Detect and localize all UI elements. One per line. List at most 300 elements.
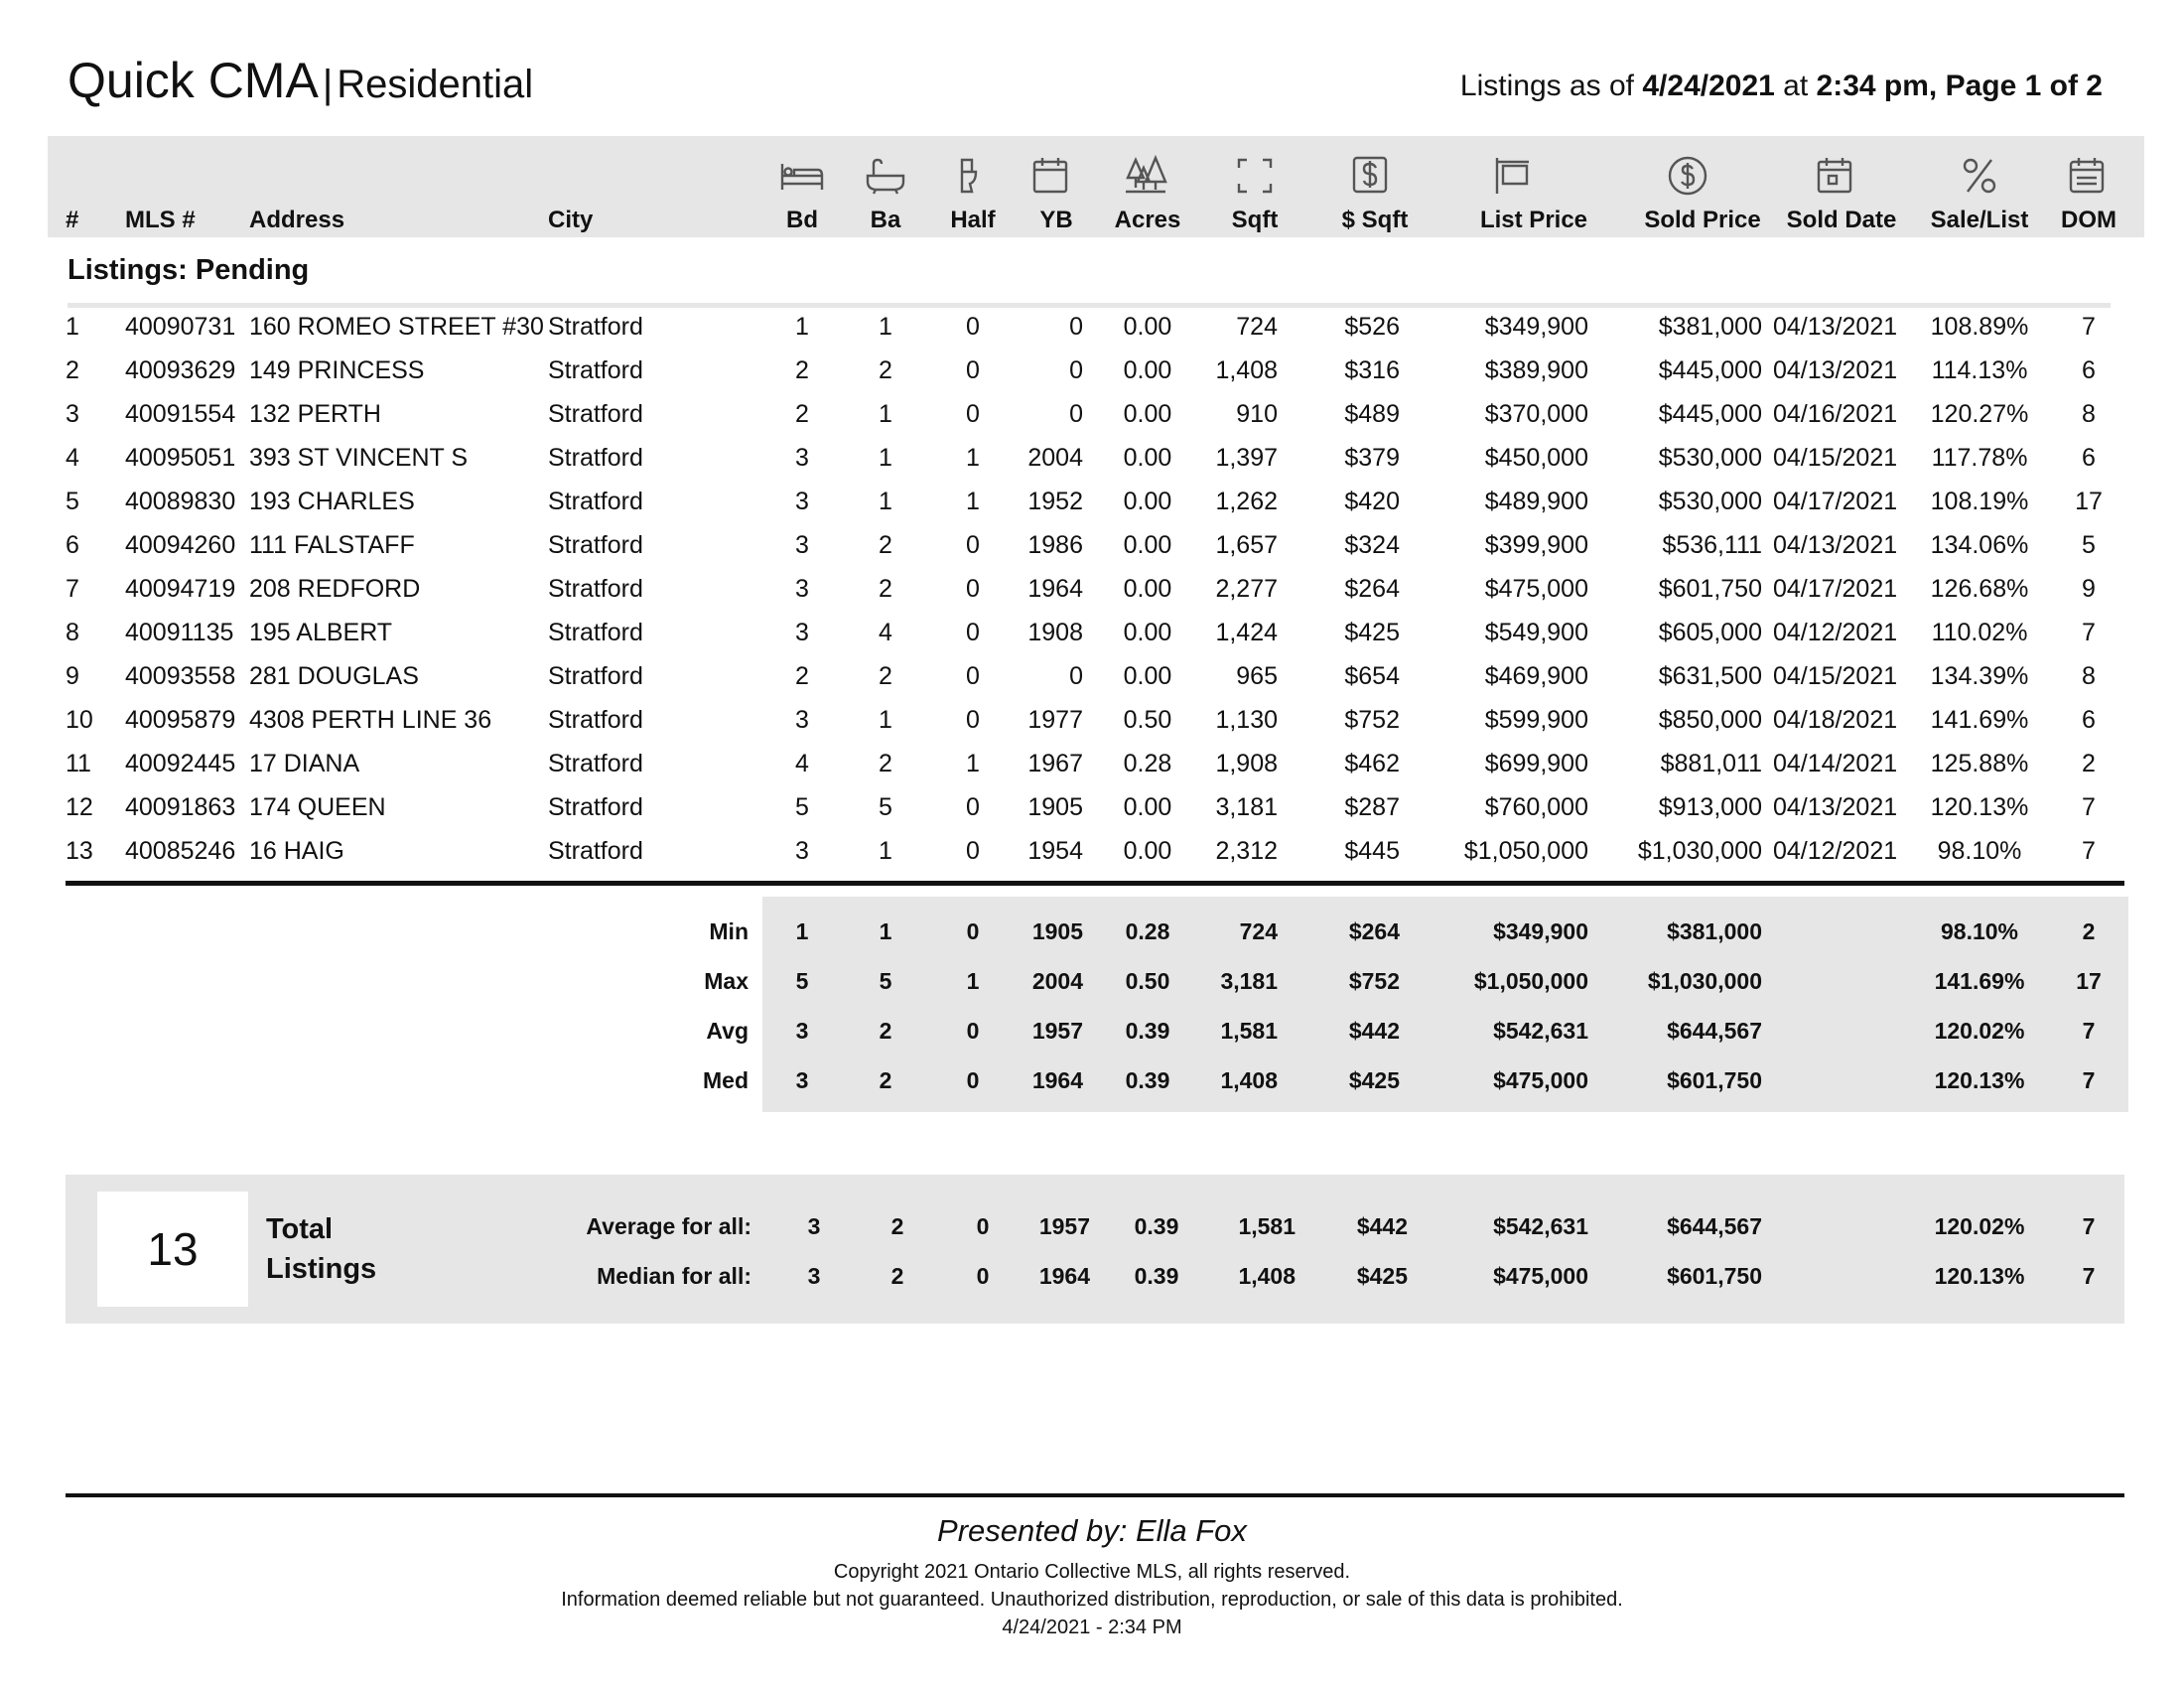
title-separator: | [322,63,334,106]
disclaimer: Information deemed reliable but not guaranteed. Unauthorized distribution, reproduction, or sale of this data is prohibited. [561,1589,1623,1611]
cell-sqft: 1,408 [1220,1067,1278,1093]
total-label-line2: Listings [266,1253,377,1285]
cell-bd: 4 [795,750,809,777]
cell-yb: 0 [1069,400,1083,428]
cell-yb: 1905 [1027,793,1083,821]
cell-half: 0 [966,531,980,559]
bathtub-icon [862,154,909,198]
cell-dom: 17 [2075,488,2103,515]
cell-city: Stratford [548,837,643,865]
cell-ba: 2 [879,531,892,559]
cell-psqft: $379 [1344,444,1400,472]
cell-address: 195 ALBERT [249,619,393,646]
cell-ba: 2 [879,575,892,603]
cell-yb: 1952 [1027,488,1083,515]
cell-mls: 40094260 [125,531,236,559]
cell-mls: 40095879 [125,706,236,734]
cell-half: 1 [966,488,980,515]
cell-acres: 0.50 [1125,968,1170,994]
cell-ratio: 126.68% [1930,575,2029,603]
cell-sqft: 2,277 [1215,575,1278,603]
cell-num: 4 [66,444,79,472]
cell-sold: $1,030,000 [1637,837,1762,865]
cell-city: Stratford [548,356,643,384]
cell-sold: $445,000 [1658,400,1762,428]
cell-acres: 0.39 [1125,1067,1170,1093]
cell-bd: 3 [795,706,809,734]
presented-by: Presented by: Ella Fox [937,1513,1247,1548]
cell-ba: 4 [879,619,892,646]
cell-bd: 3 [795,444,809,472]
cell-address: 160 ROMEO STREET #30 [249,313,544,341]
asof-time-page: 2:34 pm, Page 1 of 2 [1816,70,2103,102]
cell-half: 0 [966,1018,980,1044]
cell-ba: 1 [879,313,892,341]
cell-list: $760,000 [1484,793,1588,821]
cell-dom: 5 [2082,531,2096,559]
dollar-circle-icon [1664,154,1711,198]
cell-bd: 3 [795,619,809,646]
cell-psqft: $462 [1344,750,1400,777]
cell-psqft: $526 [1344,313,1400,341]
cell-num: 8 [66,619,79,646]
cell-psqft: $264 [1344,575,1400,603]
cell-half: 1 [966,968,980,994]
sign-icon [1489,154,1537,198]
cell-ratio: 108.19% [1930,488,2029,515]
cell-ba: 5 [879,968,892,994]
cell-bd: 3 [795,531,809,559]
cell-sold: $381,000 [1667,918,1762,944]
cell-sqft: 724 [1236,313,1278,341]
col-header-bd: Bd [786,207,818,233]
table-row [0,313,2184,356]
cell-half: 0 [966,706,980,734]
cell-half: 1 [966,750,980,777]
cell-ba: 1 [879,400,892,428]
cell-sold: $381,000 [1658,313,1762,341]
cell-ratio: 134.39% [1930,662,2029,690]
cell-sold: $530,000 [1658,488,1762,515]
cell-city: Stratford [548,750,643,777]
cell-yb: 0 [1069,662,1083,690]
cell-address: 393 ST VINCENT S [249,444,468,472]
cell-label: Med [703,1067,749,1093]
cell-yb: 1964 [1031,1067,1083,1093]
table-row [0,619,2184,662]
cell-list: $349,900 [1484,313,1588,341]
cell-sqft: 2,312 [1215,837,1278,865]
copyright: Copyright 2021 Ontario Collective MLS, all rights reserved. [833,1561,1351,1583]
cell-address: 4308 PERTH LINE 36 [249,706,492,734]
cell-psqft: $425 [1348,1067,1400,1093]
cell-bd: 5 [795,793,809,821]
cell-list: $1,050,000 [1463,837,1588,865]
cell-psqft: $324 [1344,531,1400,559]
percent-icon [1956,154,2003,198]
cell-ratio: 117.78% [1931,444,2028,472]
cell-half: 0 [966,356,980,384]
cell-address: 208 REDFORD [249,575,421,603]
cell-yb: 1977 [1027,706,1083,734]
cell-date: 04/15/2021 [1773,444,1898,472]
cell-sold: $601,750 [1667,1067,1762,1093]
cell-date: 04/15/2021 [1773,662,1898,690]
cell-half: 0 [966,1067,980,1093]
cell-sqft: 910 [1236,400,1278,428]
cell-acres: 0.00 [1123,793,1172,821]
cell-bd: 2 [795,662,809,690]
cell-ba: 5 [879,793,892,821]
cell-sold: $445,000 [1658,356,1762,384]
cell-date: 04/13/2021 [1773,313,1898,341]
cell-ba: 2 [890,1263,904,1289]
cell-dom: 7 [2082,1213,2096,1239]
footer-rule [66,1493,2124,1497]
stats-row-max [0,968,2184,1012]
total-listings-label [266,1209,376,1289]
cell-half: 0 [966,575,980,603]
cell-sold: $913,000 [1658,793,1762,821]
table-row [0,400,2184,444]
report-timestamp: 4/24/2021 - 2:34 PM [1002,1617,1182,1638]
asof-prefix: Listings as of [1459,70,1635,102]
cell-ba: 2 [879,356,892,384]
report-title [68,52,533,109]
cell-ratio: 125.88% [1930,750,2029,777]
cell-date: 04/17/2021 [1773,488,1898,515]
cell-yb: 1957 [1031,1018,1083,1044]
cell-half: 0 [976,1263,990,1289]
cell-acres: 0.00 [1123,313,1172,341]
cell-dom: 17 [2076,968,2102,994]
cell-dom: 2 [2082,750,2096,777]
cell-bd: 1 [795,918,809,944]
cell-dom: 6 [2082,356,2096,384]
col-header-yb: YB [1039,207,1073,233]
cell-half: 0 [966,400,980,428]
cell-num: 7 [66,575,79,603]
cell-ba: 1 [879,444,892,472]
cell-date: 04/13/2021 [1773,793,1898,821]
cell-yb: 2004 [1027,444,1083,472]
cell-dom: 7 [2082,619,2096,646]
cell-psqft: $489 [1344,400,1400,428]
col-header-price-per-sqft: $ Sqft [1341,207,1409,233]
cell-bd: 3 [795,488,809,515]
cell-yb: 1957 [1038,1213,1090,1239]
cell-sold: $1,030,000 [1647,968,1762,994]
cell-ratio: 141.69% [1930,706,2029,734]
cell-half: 0 [966,662,980,690]
cell-num: 10 [66,706,93,734]
cell-yb: 1967 [1027,750,1083,777]
cell-acres: 0.00 [1123,356,1172,384]
cell-list: $542,631 [1493,1213,1588,1239]
cell-ratio: 141.69% [1934,968,2025,994]
cell-date: 04/16/2021 [1773,400,1898,428]
cell-num: 11 [66,750,91,777]
table-row [0,488,2184,531]
cell-yb: 1964 [1038,1263,1090,1289]
table-row [0,356,2184,400]
cell-ba: 1 [879,837,892,865]
cell-list: $1,050,000 [1473,968,1588,994]
table-row [0,706,2184,750]
cell-ratio: 120.13% [1930,793,2029,821]
cell-address: 149 PRINCESS [249,356,425,384]
cell-acres: 0.50 [1123,706,1172,734]
col-header-number: # [66,207,79,233]
cell-list: $475,000 [1484,575,1588,603]
report-title-main: Quick CMA [68,53,319,108]
cell-yb: 1986 [1027,531,1083,559]
cell-sqft: 1,657 [1215,531,1278,559]
cell-date: 04/13/2021 [1773,356,1898,384]
cell-address: 111 FALSTAFF [249,531,415,559]
cell-sold: $644,567 [1667,1018,1762,1044]
table-row [0,750,2184,793]
cell-num: 5 [66,488,79,515]
cell-city: Stratford [548,313,643,341]
cell-psqft: $445 [1344,837,1400,865]
col-header-list-price: List Price [1479,207,1588,233]
cell-num: 6 [66,531,79,559]
cell-mls: 40095051 [125,444,236,472]
cell-mls: 40091554 [125,400,236,428]
cell-sqft: 1,408 [1238,1263,1296,1289]
cell-sqft: 1,581 [1220,1018,1278,1044]
cell-bd: 3 [807,1213,821,1239]
cell-dom: 6 [2082,706,2096,734]
cell-psqft: $442 [1348,1018,1400,1044]
cell-address: 193 CHARLES [249,488,415,515]
cell-acres: 0.00 [1123,444,1172,472]
cell-half: 0 [966,793,980,821]
cell-ba: 2 [879,750,892,777]
cell-ba: 1 [879,488,892,515]
cell-num: 2 [66,356,79,384]
cell-ratio: 120.13% [1934,1067,2025,1093]
cell-psqft: $316 [1344,356,1400,384]
cell-yb: 2004 [1031,968,1083,994]
cell-sqft: 1,908 [1215,750,1278,777]
stats-row-avg [0,1018,2184,1061]
cell-date: 04/12/2021 [1773,837,1898,865]
cell-dom: 8 [2082,400,2096,428]
section-divider [68,303,2111,308]
cell-ratio: 120.27% [1930,400,2029,428]
section-title: Listings: Pending [68,254,310,286]
cell-dom: 7 [2082,1018,2096,1044]
cell-list: $542,631 [1493,1018,1588,1044]
cell-ba: 2 [879,662,892,690]
cell-num: 3 [66,400,79,428]
cell-bd: 2 [795,400,809,428]
bed-icon [778,154,826,198]
cell-ba: 2 [879,1018,892,1044]
cell-num: 12 [66,793,93,821]
cell-bd: 3 [795,1067,809,1093]
cell-dom: 7 [2082,793,2096,821]
cell-list: $399,900 [1484,531,1588,559]
cell-sqft: 1,397 [1215,444,1278,472]
trees-icon [1122,154,1169,198]
cell-dom: 2 [2082,918,2096,944]
cell-list: $469,900 [1484,662,1588,690]
cell-psqft: $654 [1344,662,1400,690]
cell-sqft: 3,181 [1215,793,1278,821]
cell-acres: 0.28 [1125,918,1170,944]
cell-ba: 2 [879,1067,892,1093]
total-label-line1: Total [266,1213,334,1245]
cell-sqft: 1,408 [1215,356,1278,384]
cell-list: $475,000 [1493,1263,1588,1289]
cell-list: $389,900 [1484,356,1588,384]
cell-list: $489,900 [1484,488,1588,515]
cell-sqft: 3,181 [1220,968,1278,994]
cell-list: $370,000 [1484,400,1588,428]
cell-psqft: $264 [1348,918,1400,944]
col-header-half: Half [950,207,996,233]
cell-psqft: $287 [1344,793,1400,821]
cell-psqft: $752 [1348,968,1400,994]
cell-address: 17 DIANA [249,750,360,777]
cell-list: $475,000 [1493,1067,1588,1093]
cell-label: Average for all: [586,1213,751,1239]
calendar-icon [1026,154,1074,198]
cell-half: 0 [966,619,980,646]
cell-sqft: 1,130 [1215,706,1278,734]
cell-dom: 7 [2082,837,2096,865]
cell-sqft: 724 [1239,918,1278,944]
cell-date: 04/18/2021 [1773,706,1898,734]
col-header-mls: MLS # [125,207,196,233]
report-subtitle: Residential [337,63,534,106]
cell-ratio: 120.02% [1934,1018,2025,1044]
cell-bd: 1 [795,313,809,341]
cell-list: $599,900 [1484,706,1588,734]
cell-acres: 0.00 [1123,575,1172,603]
cell-ratio: 110.02% [1931,619,2028,646]
cell-mls: 40094719 [125,575,236,603]
cell-psqft: $425 [1356,1263,1408,1289]
cell-acres: 0.00 [1123,488,1172,515]
cell-sold: $605,000 [1658,619,1762,646]
cell-sold: $644,567 [1667,1213,1762,1239]
table-row [0,837,2184,881]
cell-sqft: 1,581 [1238,1213,1296,1239]
cell-dom: 6 [2082,444,2096,472]
cell-mls: 40091863 [125,793,236,821]
cell-city: Stratford [548,488,643,515]
toilet-icon [944,154,992,198]
total-count: 13 [97,1192,248,1307]
cell-psqft: $752 [1344,706,1400,734]
cell-address: 132 PERTH [249,400,381,428]
cell-half: 0 [966,918,980,944]
cell-acres: 0.00 [1123,662,1172,690]
table-row [0,793,2184,837]
table-row [0,531,2184,575]
cell-ba: 1 [879,706,892,734]
cell-sold: $530,000 [1658,444,1762,472]
col-header-dom: DOM [2061,207,2116,233]
cell-city: Stratford [548,619,643,646]
cell-list: $699,900 [1484,750,1588,777]
cell-date: 04/17/2021 [1773,575,1898,603]
cell-ratio: 98.10% [1937,837,2022,865]
cell-dom: 7 [2082,313,2096,341]
col-header-sold-date: Sold Date [1786,207,1897,233]
stats-row-med [0,1067,2184,1111]
cell-city: Stratford [548,531,643,559]
cell-address: 281 DOUGLAS [249,662,419,690]
calendar-list-icon [2063,154,2111,198]
cell-yb: 0 [1069,356,1083,384]
cell-label: Max [704,968,749,994]
dollar-square-icon [1346,154,1394,198]
cell-yb: 1905 [1031,918,1083,944]
table-bottom-rule [66,881,2124,886]
cell-mls: 40090731 [125,313,236,341]
cell-list: $450,000 [1484,444,1588,472]
cell-psqft: $425 [1344,619,1400,646]
cell-bd: 2 [795,356,809,384]
cell-half: 1 [966,444,980,472]
cell-num: 13 [66,837,93,865]
cell-date: 04/14/2021 [1773,750,1898,777]
cell-city: Stratford [548,706,643,734]
cell-mls: 40093558 [125,662,236,690]
cell-yb: 1964 [1027,575,1083,603]
cell-city: Stratford [548,575,643,603]
cell-list: $349,900 [1493,918,1588,944]
cell-psqft: $420 [1344,488,1400,515]
cell-ratio: 98.10% [1940,918,2018,944]
cell-acres: 0.39 [1134,1213,1179,1239]
cell-mls: 40092445 [125,750,236,777]
cell-ratio: 134.06% [1930,531,2029,559]
col-header-sold-price: Sold Price [1644,207,1761,233]
cell-acres: 0.00 [1123,531,1172,559]
cell-date: 04/12/2021 [1773,619,1898,646]
stats-row-min [0,918,2184,962]
cell-bd: 5 [795,968,809,994]
table-row [0,662,2184,706]
cell-dom: 9 [2082,575,2096,603]
col-header-address: Address [249,207,345,233]
cell-sqft: 965 [1236,662,1278,690]
cell-ratio: 120.02% [1934,1213,2025,1239]
cell-city: Stratford [548,662,643,690]
cell-sold: $631,500 [1658,662,1762,690]
col-header-ba: Ba [870,207,901,233]
cell-ratio: 114.13% [1931,356,2028,384]
cell-acres: 0.00 [1123,400,1172,428]
cell-ba: 2 [890,1213,904,1239]
cell-yb: 1908 [1027,619,1083,646]
cell-sqft: 1,262 [1215,488,1278,515]
cell-list: $549,900 [1484,619,1588,646]
col-header-sqft: Sqft [1231,207,1279,233]
cell-acres: 0.00 [1123,837,1172,865]
cell-ratio: 108.89% [1930,313,2029,341]
cell-bd: 3 [795,575,809,603]
cell-num: 1 [66,313,79,341]
cell-bd: 3 [795,1018,809,1044]
cell-sold: $536,111 [1662,531,1762,559]
